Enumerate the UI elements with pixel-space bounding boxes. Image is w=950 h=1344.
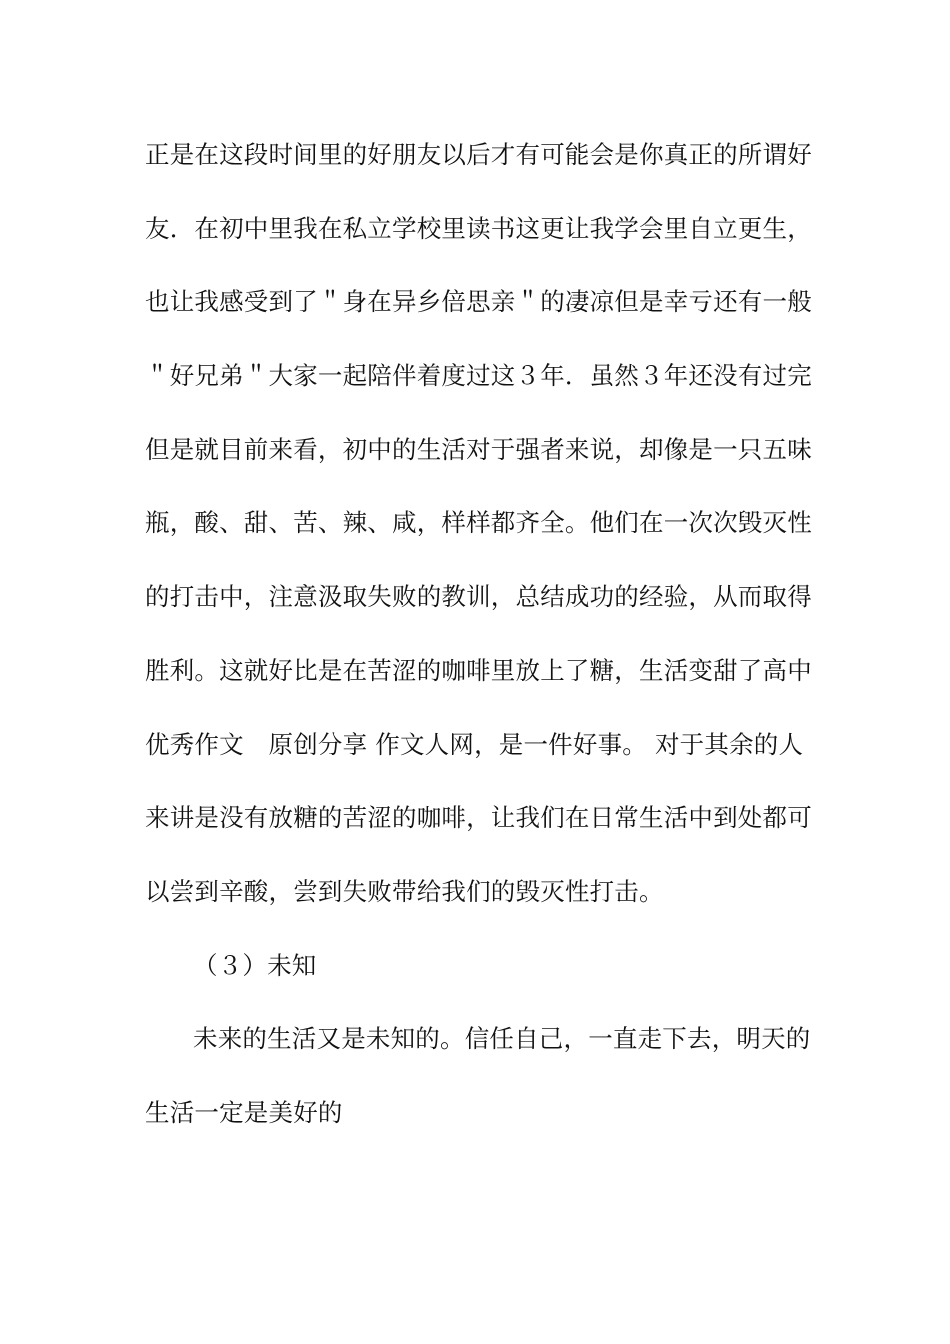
body-line-11: 以尝到辛酸，尝到失败带给我们的毁灭性打击。 [145,876,664,906]
final-paragraph-line-1: 未来的生活又是未知的。信任自己，一直走下去，明天的 [193,1024,811,1054]
body-line-8: 胜利。这就好比是在苦涩的咖啡里放上了糖，生活变甜了高中 [145,655,812,685]
body-line-7: 的打击中，注意汲取失败的教训，总结成功的经验，从而取得 [145,582,812,612]
body-line-4: ＂好兄弟＂大家一起陪伴着度过这３年．虽然３年还没有过完 [145,361,812,391]
body-line-2: 友．在初中里我在私立学校里读书这更让我学会里自立更生， [145,213,812,243]
body-line-3: 也让我感受到了＂身在异乡倍思亲＂的凄凉但是幸亏还有一般 [145,287,812,317]
document-body [145,135,815,1167]
body-line-6: 瓶，酸、甜、苦、辣、咸，样样都齐全。他们在一次次毁灭性 [145,508,812,538]
body-line-10: 来讲是没有放糖的苦涩的咖啡，让我们在日常生活中到处都可 [145,803,812,833]
body-line-5: 但是就目前来看，初中的生活对于强者来说，却像是一只五味 [145,434,812,464]
body-line-9: 优秀作文 原创分享 作文人网，是一件好事。 对于其余的人 [145,729,804,759]
final-paragraph-line-2: 生活一定是美好的 [145,1097,343,1127]
body-line-1: 正是在这段时间里的好朋友以后才有可能会是你真正的所谓好 [145,140,812,169]
section-heading: （３）未知 [193,950,317,980]
